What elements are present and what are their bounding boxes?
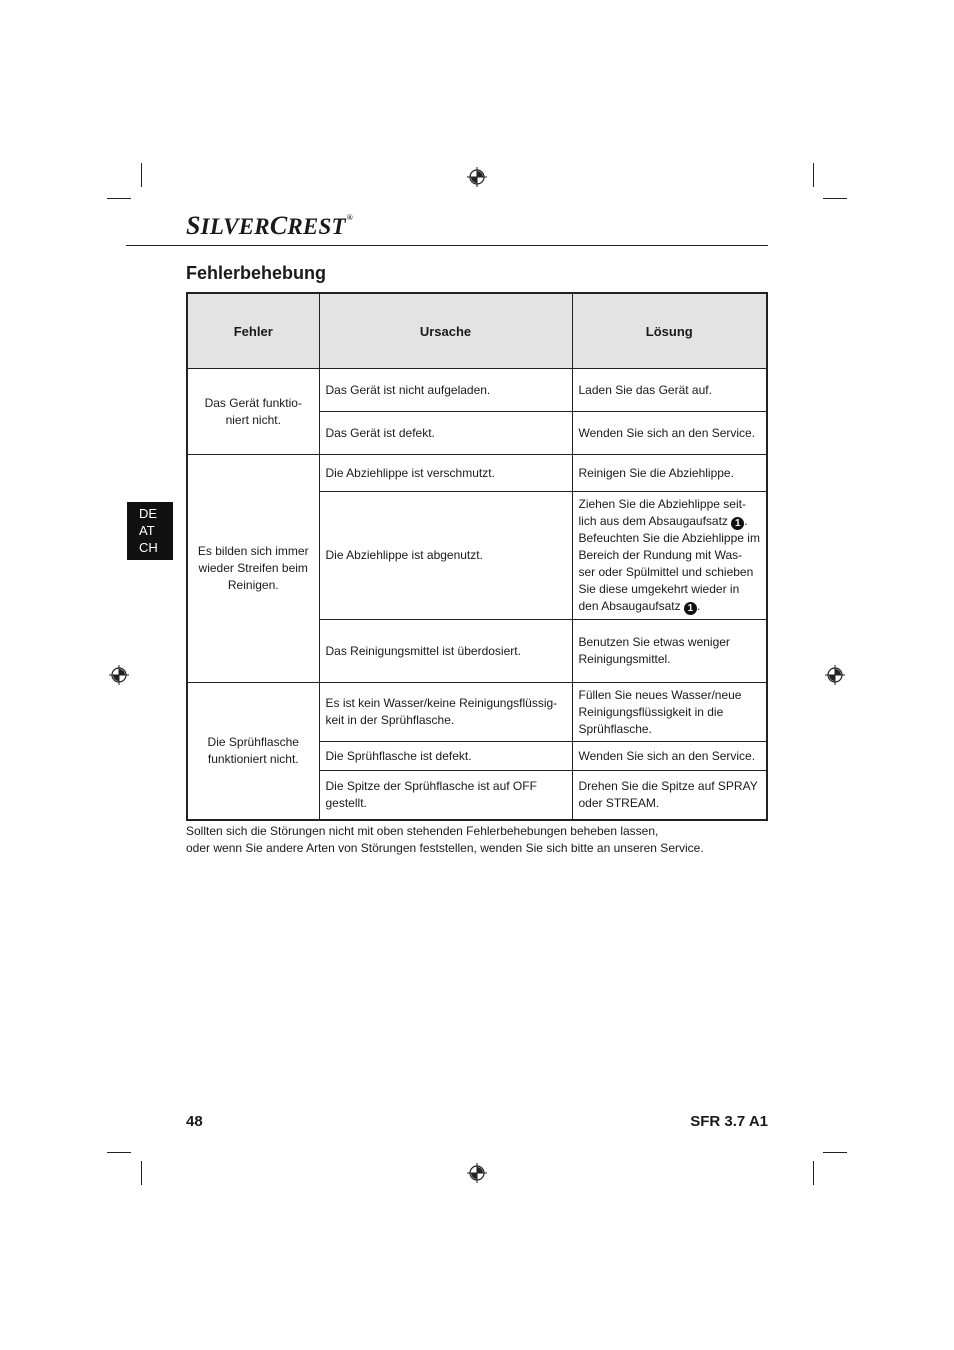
brand-part-1: ILVER xyxy=(200,214,270,239)
brand-logo xyxy=(186,211,353,241)
table-row xyxy=(187,369,767,412)
crop-mark-top-left-vertical xyxy=(141,163,142,187)
page-number: 48 xyxy=(186,1113,203,1130)
solution-cell: Wenden Sie sich an den Service. xyxy=(572,412,767,455)
solution-cell xyxy=(572,492,767,620)
table-row xyxy=(187,683,767,742)
cause-cell: Es ist kein Wasser/keine Reinigungsflüssig- keit in der Sprühflasche. xyxy=(319,683,572,742)
crop-mark-bottom-right-vertical xyxy=(813,1161,814,1185)
solution-cell: Benutzen Sie etwas weniger Reinigungsmittel. xyxy=(572,620,767,683)
crop-mark-bottom-left-vertical xyxy=(141,1161,142,1185)
solution-cell: Drehen Sie die Spitze auf SPRAY oder STREAM. xyxy=(572,771,767,820)
cause-cell: Das Reinigungsmittel ist überdosiert. xyxy=(319,620,572,683)
cause-cell: Die Sprühflasche ist defekt. xyxy=(319,742,572,771)
language-ch: CH xyxy=(139,540,158,555)
solution-cell: Wenden Sie sich an den Service. xyxy=(572,742,767,771)
cause-cell: Das Gerät ist nicht aufgeladen. xyxy=(319,369,572,412)
page-title: Fehlerbehebung xyxy=(186,263,327,283)
footnote xyxy=(186,823,786,857)
language-tab xyxy=(127,502,173,560)
header-solution: Lösung xyxy=(572,293,767,369)
cause-cell: Die Spitze der Sprühflasche ist auf OFF gestellt. xyxy=(319,771,572,820)
language-de: DE xyxy=(139,506,158,521)
registration-mark-right-icon xyxy=(825,665,845,685)
crop-mark-top-right-vertical xyxy=(813,163,814,187)
header-fault: Fehler xyxy=(187,293,319,369)
cause-cell: Die Abziehlippe ist verschmutzt. xyxy=(319,455,572,492)
model-number: SFR 3.7 A1 xyxy=(690,1113,768,1130)
fault-cell: Das Gerät funktio- niert nicht. xyxy=(187,369,319,455)
solution-cell: Füllen Sie neues Wasser/neue Reinigungsflüssigkeit in die Sprühflasche. xyxy=(572,683,767,742)
header-rule xyxy=(126,245,768,246)
brand-initial-1: S xyxy=(186,211,201,240)
fault-cell: Die Sprühflasche funktioniert nicht. xyxy=(187,683,319,820)
troubleshooting-table xyxy=(186,292,768,821)
crop-mark-bottom-left-horizontal xyxy=(107,1152,131,1153)
callout-1-icon: 1 xyxy=(731,517,744,530)
callout-1-icon: 1 xyxy=(684,602,697,615)
registered-mark: ® xyxy=(346,213,353,222)
language-at: AT xyxy=(139,523,155,538)
registration-mark-bottom-icon xyxy=(467,1163,487,1183)
solution-cell: Laden Sie das Gerät auf. xyxy=(572,369,767,412)
crop-mark-top-left-horizontal xyxy=(107,198,131,199)
solution-text: Ziehen Sie die Abziehlippe seit- lich aus dem Absaugaufsatz xyxy=(578,497,746,528)
crop-mark-top-right-horizontal xyxy=(823,198,847,199)
solution-text: . Befeuchten Sie die Abziehlippe im Bereich der Rundung mit Was- ser oder Spülmittel und schieben Sie diese umgekehrt wieder in den Absaugaufsatz xyxy=(578,514,760,613)
cause-cell: Die Abziehlippe ist abgenutzt. xyxy=(319,492,572,620)
table-header-row xyxy=(187,293,767,369)
brand-part-2: REST xyxy=(287,214,346,239)
crop-mark-bottom-right-horizontal xyxy=(823,1152,847,1153)
brand-initial-2: C xyxy=(269,211,288,240)
footnote-line: oder wenn Sie andere Arten von Störungen feststellen, wenden Sie sich bitte an unseren Service. xyxy=(186,841,704,855)
registration-mark-top-icon xyxy=(467,167,487,187)
registration-mark-left-icon xyxy=(109,665,129,685)
fault-cell: Es bilden sich immer wieder Streifen beim Reinigen. xyxy=(187,455,319,683)
footnote-line: Sollten sich die Störungen nicht mit oben stehenden Fehlerbehebungen beheben lassen, xyxy=(186,824,659,838)
cause-cell: Das Gerät ist defekt. xyxy=(319,412,572,455)
header-cause: Ursache xyxy=(319,293,572,369)
solution-text: . xyxy=(696,599,701,613)
solution-cell: Reinigen Sie die Abziehlippe. xyxy=(572,455,767,492)
table-row xyxy=(187,455,767,492)
